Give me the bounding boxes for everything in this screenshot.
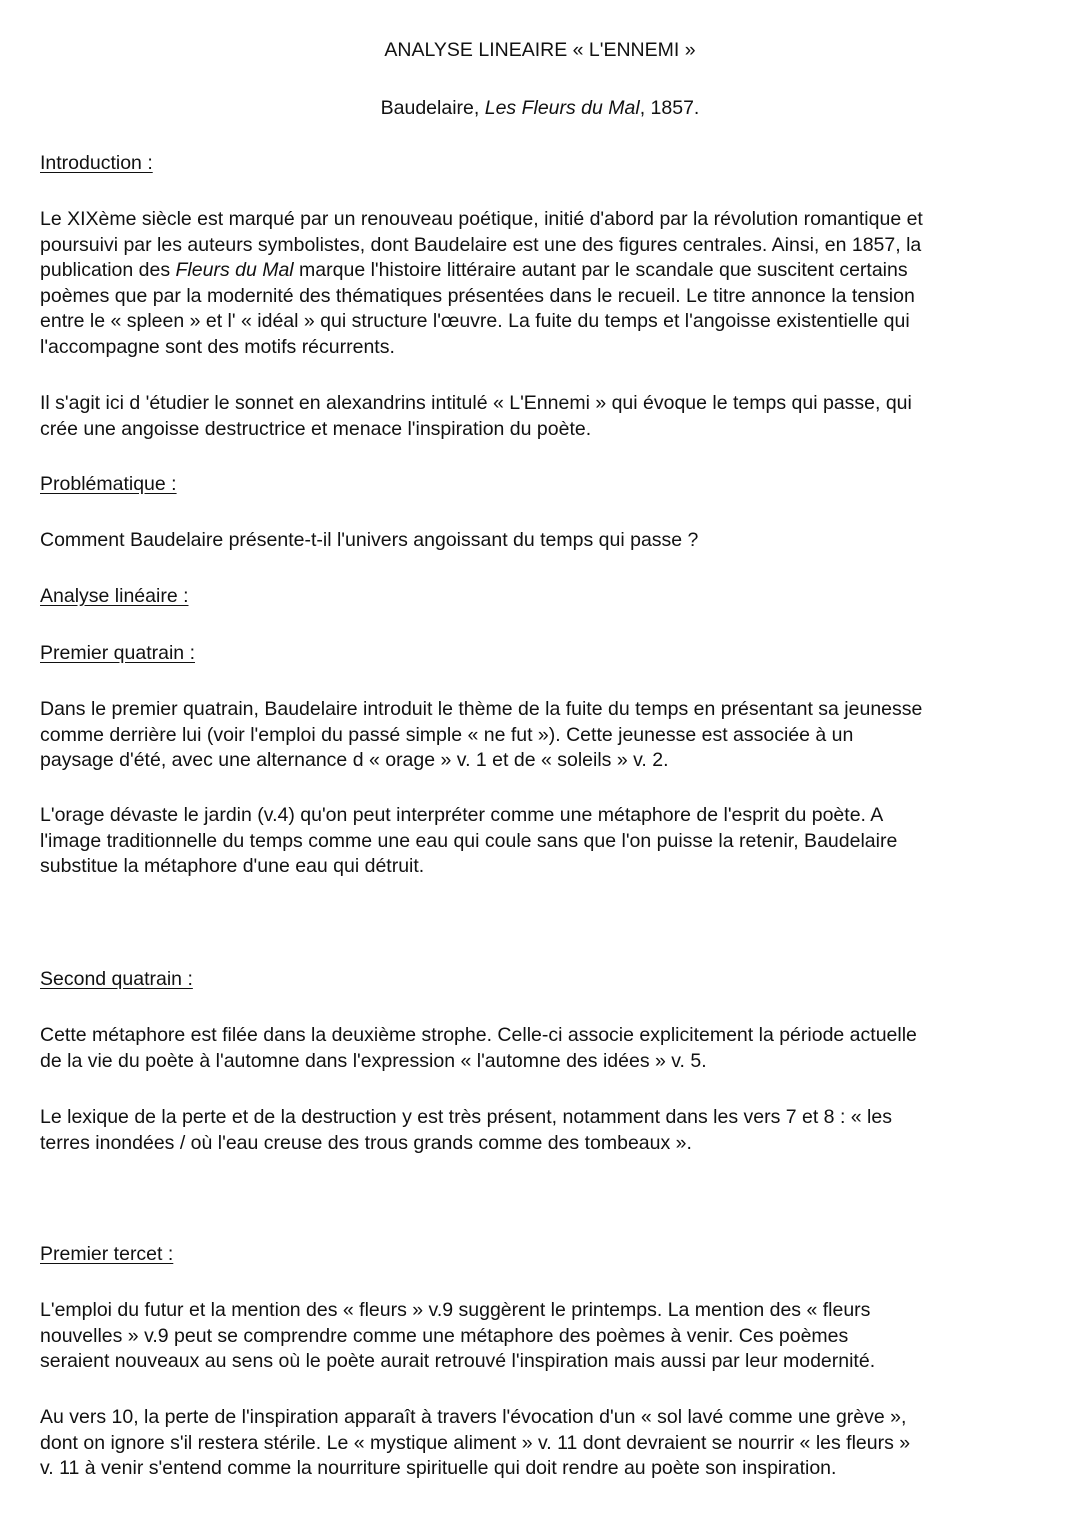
analyse-heading: Analyse linéaire : xyxy=(40,585,189,607)
work-title-inline: Fleurs du Mal xyxy=(175,259,294,281)
second-quatrain-heading: Second quatrain : xyxy=(40,968,193,990)
second-quatrain-paragraph-1 xyxy=(40,1023,1040,1074)
text-line: Cette métaphore est filée dans la deuxième strophe. Celle-ci associe explicitement la période actuelle xyxy=(40,1024,917,1046)
subtitle-work: Les Fleurs du Mal xyxy=(484,97,640,119)
problematique-text xyxy=(40,528,1040,554)
text-line: dont on ignore s'il restera stérile. Le « mystique aliment » v. 11 dont devraient se nourrir « les fleurs » xyxy=(40,1431,911,1454)
premier-tercet-heading: Premier tercet : xyxy=(40,1243,174,1265)
premier-quatrain-heading: Premier quatrain : xyxy=(40,642,195,664)
text-line: substitue la métaphore d'une eau qui détruit. xyxy=(40,855,425,877)
text-line: L'orage dévaste le jardin (v.4) qu'on peut interpréter comme une métaphore de l'esprit du poète. A xyxy=(40,804,884,826)
text-line: Il s'agit ici d 'étudier le sonnet en alexandrins intitulé « L'Ennemi » qui évoque le temps qui passe, qui xyxy=(40,392,912,414)
text-line: Le lexique de la perte et de la destruction y est très présent, notamment dans les vers 7 et 8 : « les xyxy=(40,1106,892,1128)
text-line: nouvelles » v.9 peut se comprendre comme une métaphore des poèmes à venir. Ces poèmes xyxy=(40,1324,849,1347)
document-subtitle xyxy=(0,96,1080,121)
document-title: ANALYSE LINEAIRE « L'ENNEMI » xyxy=(384,39,696,61)
text-line: Comment Baudelaire présente-t-il l'univers angoissant du temps qui passe ? xyxy=(40,529,699,551)
subtitle-year: , 1857. xyxy=(639,97,700,119)
premier-tercet-paragraph-1 xyxy=(40,1298,1040,1375)
premier-quatrain-paragraph-2 xyxy=(40,803,1040,880)
introduction-paragraph-1 xyxy=(40,207,1040,360)
text-line: poursuivi par les auteurs symbolistes, dont Baudelaire est une des figures centrales. Ainsi, en 1857, la xyxy=(40,233,922,256)
introduction-heading: Introduction : xyxy=(40,152,153,174)
text-line: poèmes que par la modernité des thématiques présentées dans le recueil. Le titre annonce la tension xyxy=(40,284,915,307)
text-line: terres inondées / où l'eau creuse des trous grands comme des tombeaux ». xyxy=(40,1131,692,1154)
text-line: L'emploi du futur et la mention des « fleurs » v.9 suggèrent le printemps. La mention des « fleurs xyxy=(40,1299,871,1321)
text-line: paysage d'été, avec une alternance d « orage » v. 1 et de « soleils » v. 2. xyxy=(40,749,669,771)
text-line: l'accompagne sont des motifs récurrents. xyxy=(40,335,395,358)
text-line: l'image traditionnelle du temps comme une eau qui coule sans que l'on puisse la retenir, Baudelaire xyxy=(40,829,898,852)
text-line: Dans le premier quatrain, Baudelaire introduit le thème de la fuite du temps en présentant sa jeunesse xyxy=(40,698,923,720)
second-quatrain-paragraph-2 xyxy=(40,1105,1040,1156)
premier-quatrain-paragraph-1 xyxy=(40,697,1040,774)
text-line: Au vers 10, la perte de l'inspiration apparaît à travers l'évocation d'un « sol lavé comme une grève », xyxy=(40,1406,907,1428)
text-line: de la vie du poète à l'automne dans l'expression « l'automne des idées » v. 5. xyxy=(40,1049,707,1072)
text-line: entre le « spleen » et l' « idéal » qui structure l'œuvre. La fuite du temps et l'angoisse existentielle qui xyxy=(40,310,910,332)
text-line: v. 11 à venir s'entend comme la nourriture spirituelle qui doit rendre au poète son inspiration. xyxy=(40,1457,837,1479)
text-line: comme derrière lui (voir l'emploi du passé simple « ne fut »). Cette jeunesse est associée à un xyxy=(40,723,854,746)
text-line: crée une angoisse destructrice et menace l'inspiration du poète. xyxy=(40,417,592,440)
text-line: seraient nouveaux au sens où le poète aurait retrouvé l'inspiration mais aussi par leur modernité. xyxy=(40,1350,876,1372)
subtitle-author: Baudelaire, xyxy=(380,97,485,119)
introduction-paragraph-2 xyxy=(40,391,1040,442)
premier-tercet-paragraph-2 xyxy=(40,1405,1040,1482)
text-line: publication des Fleurs du Mal marque l'histoire littéraire autant par le scandale que suscitent certains xyxy=(40,259,908,281)
text-line: Le XIXème siècle est marqué par un renouveau poétique, initié d'abord par la révolution romantique et xyxy=(40,208,923,230)
problematique-heading: Problématique : xyxy=(40,473,177,495)
